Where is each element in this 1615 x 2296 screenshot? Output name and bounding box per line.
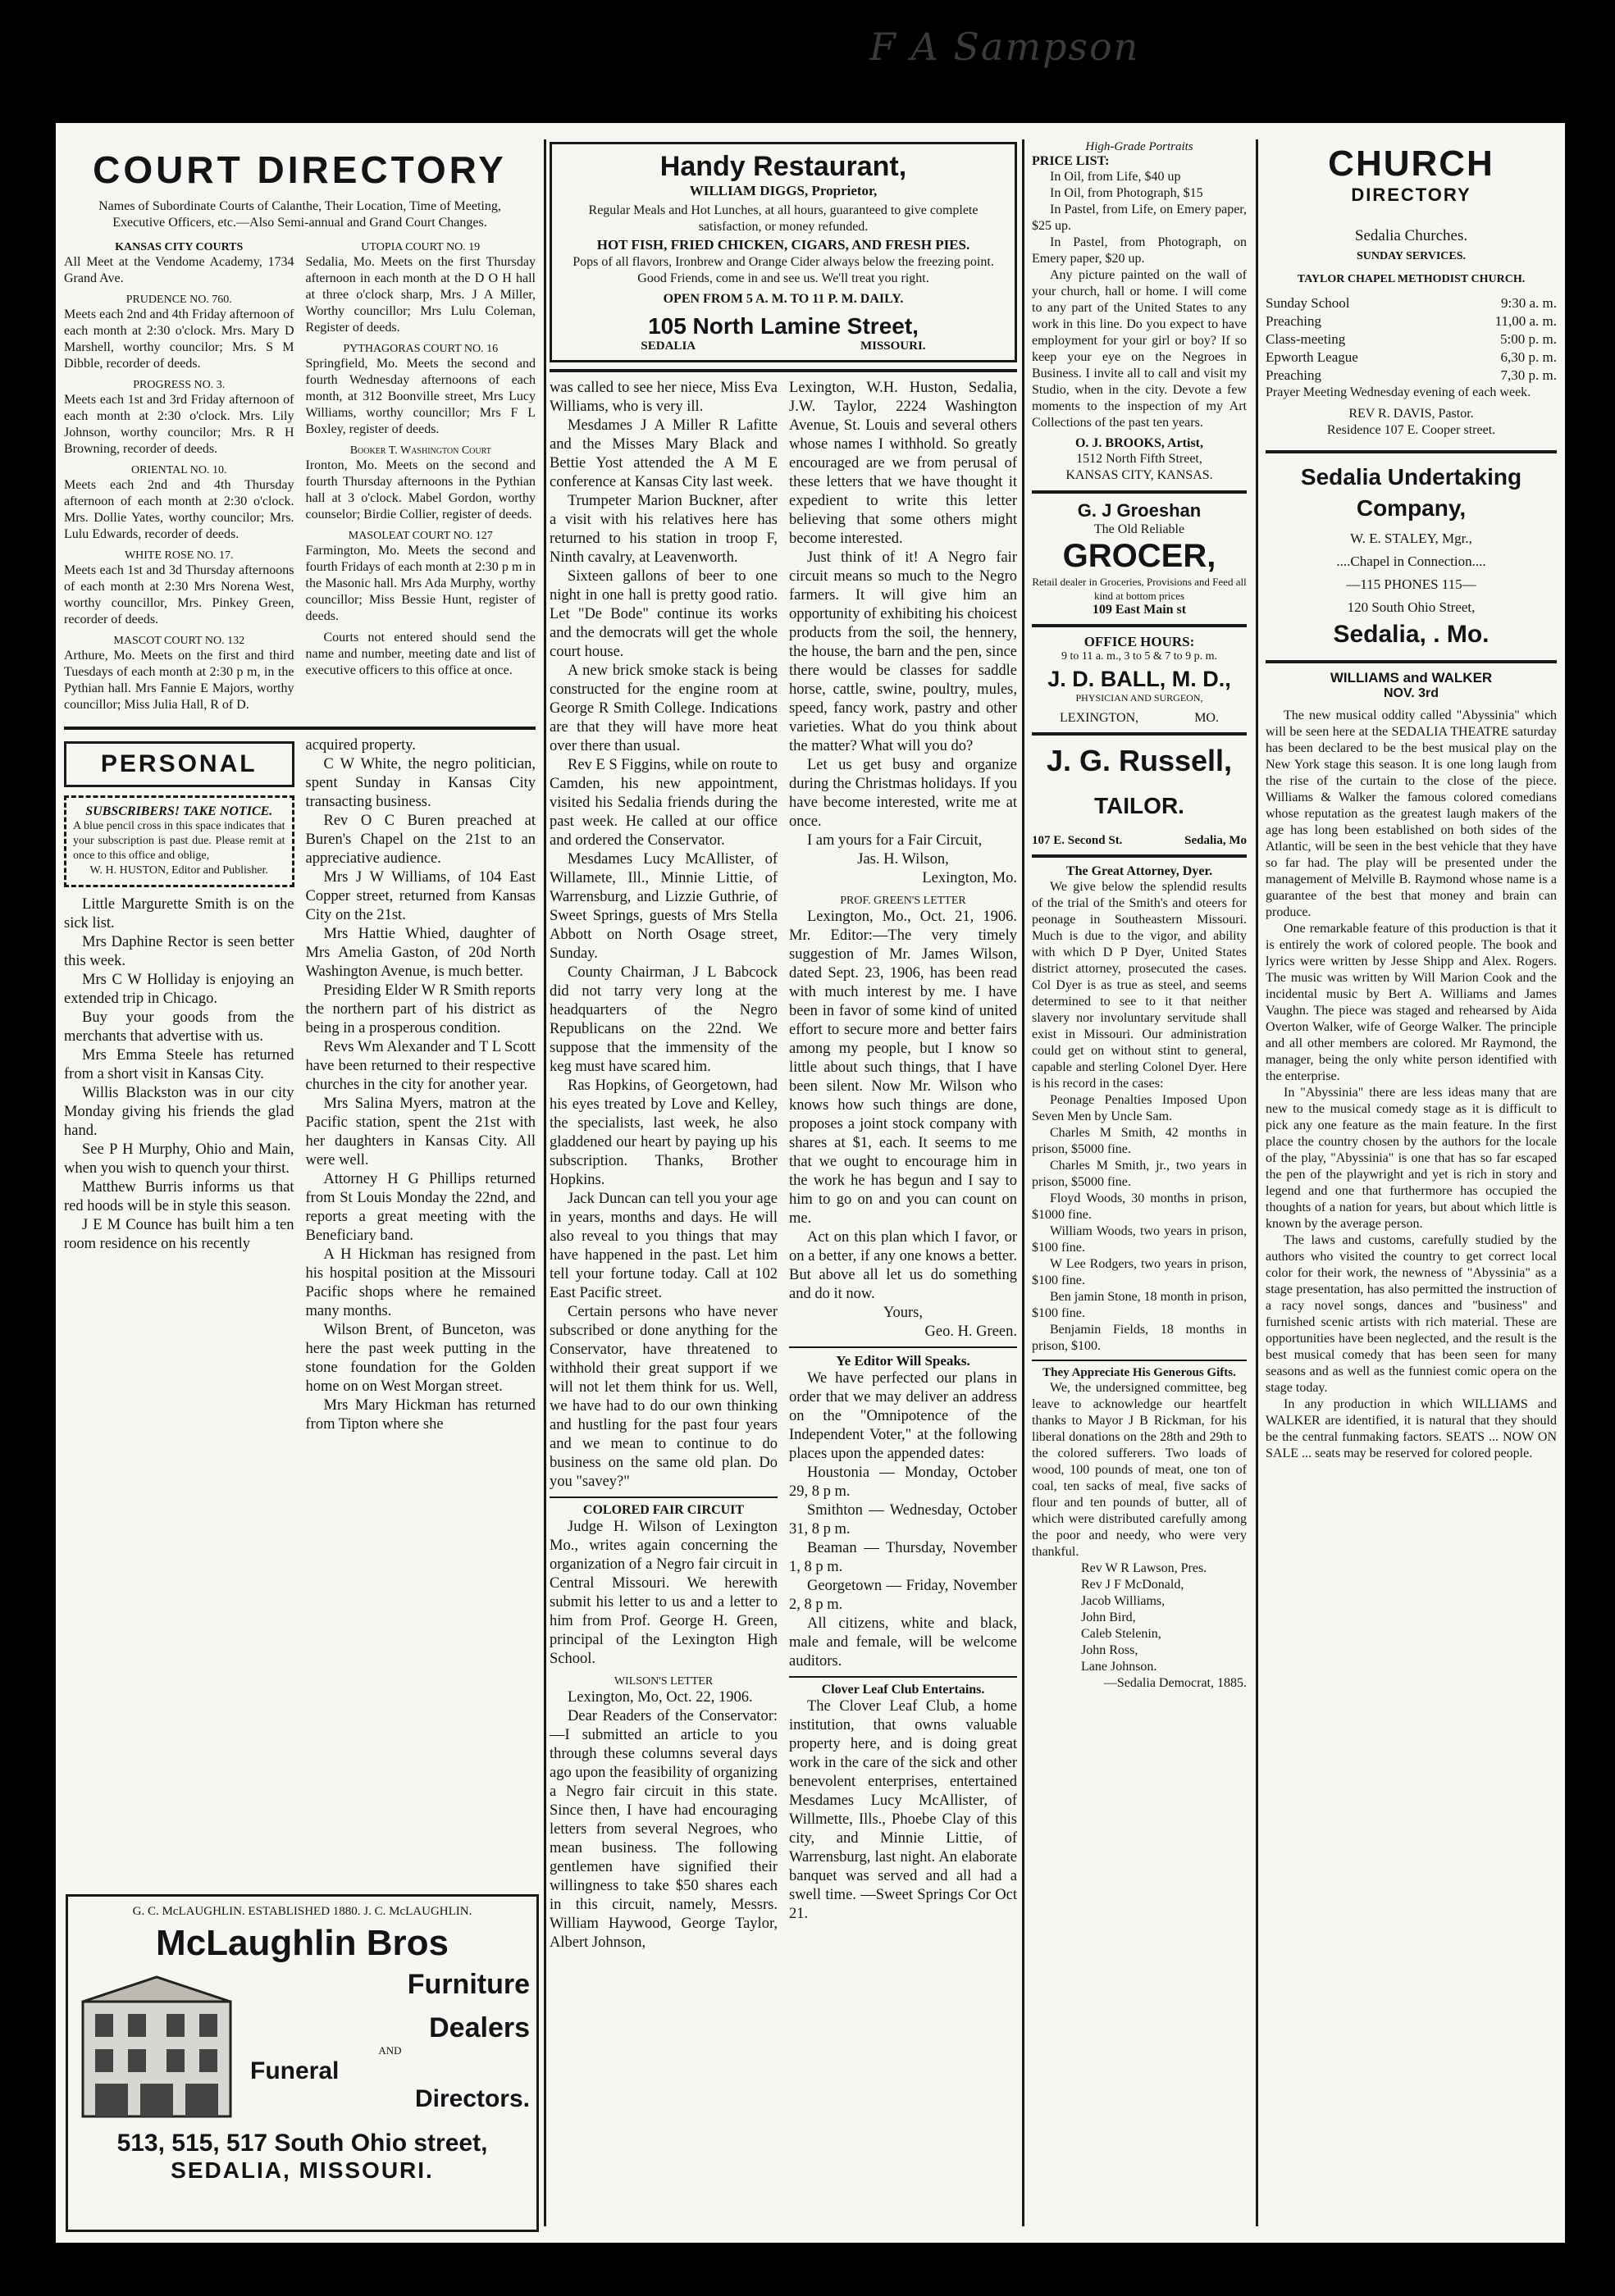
grocer-sub: The Old Reliable (1093, 522, 1185, 536)
service-name: Class-meeting (1266, 331, 1346, 347)
court-text: Ironton, Mo. Meets on the second and fourth Thursday afternoons in the Pythian hall at 3 o'clock. Mabel Gordon, worthy counselor; Birdie Collier, register of deeds. (305, 458, 536, 522)
price-list-label: PRICE LIST: (1032, 154, 1110, 168)
news-item: County Chairman, J L Babcock did not tarry very long at the headquarters of the Negro Republicans on the 22nd. We suppose that the immensity of the keg must have scared him. (550, 964, 778, 1075)
personal-item: Mrs C W Holliday is enjoying an extended trip in Chicago. (64, 972, 294, 1007)
ad-city: SEDALIA, MISSOURI. (171, 2157, 434, 2183)
penalty-item: W Lee Rodgers, two years in prison, $100 fine. (1032, 1257, 1247, 1287)
price-item: In Pastel, from Photograph, on Emery paper, $20 up. (1032, 235, 1247, 266)
price-item: In Oil, from Life, $40 up (1050, 170, 1181, 184)
gifts-head: They Appreciate His Generous Gifts. (1042, 1366, 1236, 1379)
divider (1032, 732, 1247, 736)
personal-item: C W White, the negro politician, spent Sunday in Kansas City transacting business. (305, 756, 536, 810)
court-entries-left (64, 238, 294, 713)
ad-top-line: G. C. McLAUGHLIN. ESTABLISHED 1880. J. C. McLAUGHLIN. (132, 1905, 472, 1918)
ww-head: WILLIAMS and WALKER (1330, 670, 1493, 686)
editor-close: All citizens, white and black, male and female, will be welcome auditors. (789, 1615, 1017, 1670)
ww-date: NOV. 3rd (1384, 686, 1439, 700)
building-illustration (75, 1969, 239, 2125)
court-directory-intro: Names of Subordinate Courts of Calanthe, Their Location, Time of Meeting, Executive Officers, etc.—Also Semi-annual and Grand Court Changes. (98, 199, 501, 230)
ww-paragraph: The laws and customs, carefully studied by the authors who visited the country to get correct local color for their work, the newness of "Abyssinia" as a stage presentation, has also permitted the instruction of a racy novel songs, dances and "business" and furnished scenic artists with rich material. These are opportunities have been neglected, and the result is the best musical comedy that has been seen for many seasons and as well as the funniest comic opera on the stage today. (1266, 1233, 1557, 1395)
undertaking-city: Sedalia, . Mo. (1333, 621, 1490, 648)
personal-item: Little Margurette Smith is on the sick list. (64, 896, 294, 932)
court-name: PRUDENCE NO. 760. (125, 294, 232, 306)
penalty-item: Floyd Woods, 30 months in prison, $1000 fine. (1032, 1191, 1247, 1222)
restaurant-city: SEDALIA (641, 339, 696, 353)
clover-text: The Clover Leaf Club, a home institution, that owns valuable property here, and is doing great work in the care of the sick and other benevolent enterprises, entertained Mesdames Lucy McAllister, of Willmette, Ills., Phoebe Clay of this city, and Minnie Littie, of Warrensburg, last night. An elaborate banquet was served and all had a swell time. —Sweet Springs Cor Oct 21. (789, 1698, 1017, 1922)
ad-address: 513, 515, 517 South Ohio street, (116, 2130, 488, 2157)
wilson-head: WILSON'S LETTER (614, 1675, 714, 1688)
divider (789, 1676, 1017, 1678)
ww-paragraph: One remarkable feature of this production is that it is entirely the work of colored people. The book and lyrics were written by Jesse Shipp and Alex. Rogers. The music was written by Will Marion Cook and the incidental music by Bert A. Williams and James Vaughn. The piece was staged and rehearsed by Aida Overton Walker, wife of George Walker. The principle and all other members are colored. Mr Raymond, the manager, being the only white person identified with the enterprise. (1266, 922, 1557, 1083)
court-name: MASOLEAT COURT NO. 127 (348, 530, 493, 542)
court-name: UTOPIA COURT NO. 19 (361, 241, 481, 253)
personal-item: Mrs J W Williams, of 104 East Copper street, returned from Kansas City on the 21st. (305, 869, 536, 923)
signer: Jacob Williams, (1081, 1594, 1166, 1608)
court-note: Courts not entered should send the name and number, meeting date and list of executive officers to this office at once. (305, 631, 536, 677)
restaurant-line1: Regular Meals and Hot Lunches, at all hours, guaranteed to give complete satisfaction, or money refunded. (588, 203, 979, 234)
grocer-desc: Retail dealer in Groceries, Provisions and Feed all kind at bottom prices (1032, 576, 1247, 602)
penalty-item: Charles M Smith, jr., two years in prison, $5000 fine. (1032, 1159, 1247, 1189)
service-time: 5:00 p. m. (1500, 331, 1557, 347)
ad-line5: Directors. (414, 2085, 530, 2112)
doctor-title: PHYSICIAN AND SURGEON, (1075, 692, 1203, 704)
personal-item: acquired property. (305, 737, 416, 754)
service-name: Epworth League (1266, 349, 1358, 365)
news-item: Lexington, W.H. Huston, Sedalia, J.W. Taylor, 2224 Washington Avenue, St. Louis and several others whose names I withhold. So greatly encouraged are we from perusal of these letters that we have thought it expedient to write this letter believing that some others might become interested. (789, 380, 1017, 547)
news-item: Let us get busy and organize during the Christmas holidays. If you have become interested, write me at once. (789, 757, 1017, 830)
ad-line4: Funeral (250, 2057, 340, 2084)
gifts-text: We, the undersigned committee, beg leave to acknowledge our heartfelt thanks to Mayor J B Rickman, for his liberal donations on the 28th and 29th to the colored sufferers. Two loads of wood, 100 pounds of meat, one ton of coal, ten sacks of meal, five sacks of flour and ten pounds of butter, all of which were distributed carefully among the poor and needy, who were very thankful. (1032, 1381, 1247, 1559)
court-name: WHITE ROSE NO. 17. (124, 549, 234, 562)
personal-item: Wilson Brent, of Bunceton, was here the past week putting in the stone foundation for the Golden home on on West Morgan street. (305, 1322, 536, 1395)
column-2-text (550, 379, 1017, 1952)
service-name: Preaching (1266, 313, 1321, 329)
personal-item: See P H Murphy, Ohio and Main, when you wish to quench your thirst. (64, 1141, 294, 1177)
undertaking-address: 120 South Ohio Street, (1347, 599, 1476, 615)
penalty-item: Benjamin Fields, 18 months in prison, $100. (1032, 1323, 1247, 1353)
green-sign: Geo. H. Green. (924, 1323, 1017, 1340)
personal-item: Mrs Emma Steele has returned from a short visit in Kansas City. (64, 1047, 294, 1082)
doctor-name: J. D. BALL, M. D., (1047, 667, 1231, 691)
penalty-item: William Woods, two years in prison, $100 fine. (1032, 1224, 1247, 1255)
divider (789, 1346, 1017, 1348)
court-name: PYTHAGORAS COURT NO. 16 (343, 343, 499, 355)
personal-item: Attorney H G Phillips returned from St Louis Monday the 22nd, and reports a great meeting with the Beneficiary band. (305, 1171, 536, 1244)
tailor-address: 107 E. Second St. (1032, 834, 1123, 847)
service-row (1266, 367, 1557, 385)
penalty-item: Charles M Smith, 42 months in prison, $5000 fine. (1032, 1126, 1247, 1156)
signoff: I am yours for a Fair Circuit, (807, 832, 983, 849)
portrait-text: Any picture painted on the wall of your church, hall or home. I will come to any part of the United States to any work in this line. Do you expect to have employment for your girl or boy? If so keep your eye on the Negroes in Business. I invite all to call and visit my Studio, when in the city. Devote a few moments to the inspection of my Art Collections of the past ten years. (1032, 268, 1247, 430)
service-time: 6,30 p. m. (1500, 349, 1557, 365)
service-time: 11,00 a. m. (1494, 313, 1557, 329)
office-hours-time: 9 to 11 a. m., 3 to 5 & 7 to 9 p. m. (1061, 650, 1218, 663)
doctor-city: LEXINGTON, (1060, 711, 1139, 725)
undertaking-chapel: ....Chapel in Connection.... (1336, 554, 1486, 569)
notice-title: SUBSCRIBERS! TAKE NOTICE. (85, 804, 273, 818)
price-item: In Pastel, from Life, on Emery paper, $25 up. (1032, 203, 1247, 233)
signer: Lane Johnson. (1081, 1660, 1157, 1674)
residence: Residence 107 E. Cooper street. (1326, 423, 1496, 437)
tailor-name: J. G. Russell, (1046, 744, 1233, 777)
court-text: Meets each 1st and 3d Thursday afternoons of each month at 2:30 Mrs Norena West, worthy councillor, Mrs. Pinkey Green, recorder of deeds. (64, 563, 294, 626)
court-text: Meets each 2nd and 4th Friday afternoon of each month at 2:30 o'clock. Mrs. Mary D Marshell, worthy councilor; Mrs. S M Dibble, recorder of deeds. (64, 308, 294, 371)
column-2 (550, 135, 1017, 2230)
column-4 (1266, 135, 1557, 2230)
news-item: Just think of it! A Negro fair circuit means so much to the Negro farmers. It will give him an opportunity of exhibiting his choicest products from the soil, the hennery, the house, the barn and the pen, since there would be classes for saddle horse, cattle, swine, poultry, mules, speed, fancy work, pastry and other varieties. What do you think about the matter? What will you do? (789, 549, 1017, 754)
date-item: Smithton — Wednesday, October 31, 8 p m. (789, 1502, 1017, 1538)
date-item: Georgetown — Friday, November 2, 8 p m. (789, 1578, 1017, 1613)
date-item: Houstonia — Monday, October 29, 8 p m. (789, 1465, 1017, 1500)
court-text: Farmington, Mo. Meets the second and fourth Fridays of each month at 2:30 p m in the Masonic hall. Mrs Ada Murphy, worthy councillor; Miss Bessie Hunt, register of deeds. (305, 544, 536, 623)
restaurant-name: Handy Restaurant, (659, 151, 907, 182)
wilson-date: Lexington, Mo, Oct. 22, 1906. (568, 1689, 753, 1706)
tailor-word: TAILOR. (1094, 793, 1184, 818)
mclaughlin-ad (66, 1894, 539, 2232)
court-name: MASCOT COURT NO. 132 (113, 635, 245, 647)
personal-title: PERSONAL (64, 741, 294, 787)
peonage-head: Peonage Penalties Imposed Upon Seven Men by Uncle Sam. (1032, 1093, 1247, 1123)
restaurant-proprietor: WILLIAM DIGGS, Proprietor, (689, 183, 878, 198)
gifts-source: —Sedalia Democrat, 1885. (1103, 1676, 1247, 1690)
dyer-text: We give below the splendid results of the trial of the Smith's and oteers for peonage in Southeastern Missouri. Much is due to the vigor, and ability with which D P Dyer, United States district attorney, prosecuted the cases. Col Dyer is as true as steel, and seems determined to see to it that neither slavery nor involuntary servitude shall exist in Missouri. Our administration could get on without stint to general, capable and sterling Colonel Dyer. Here is his record in the cases: (1032, 880, 1247, 1091)
court-directory-title: COURT DIRECTORY (93, 148, 507, 191)
wilson-text: Dear Readers of the Conservator:—I submitted an article to you through these columns several days ago upon the feasibility of organizing a Negro fair circuit in this state. Since then, I have had encouraging letters from several Negroes, who mean business. The following gentlemen have signified their willingness to take $50 shares each in this circuit, namely, Messrs. William Haywood, George Taylor, Albert Johnson, (550, 1708, 778, 1951)
signers (1032, 1560, 1247, 1675)
news-item: was called to see her niece, Miss Eva Williams, who is very ill. (550, 380, 778, 415)
signer: Rev J F McDonald, (1081, 1578, 1184, 1592)
restaurant-ad (550, 142, 1017, 362)
personal-section (64, 736, 536, 1434)
service-name: Sunday School (1266, 295, 1350, 311)
divider (1032, 1360, 1247, 1361)
court-entries (64, 238, 536, 713)
sedalia-churches: Sedalia Churches. (1354, 227, 1468, 244)
personal-item: Revs Wm Alexander and T L Scott have been returned to their respective churches in the city for another year. (305, 1039, 536, 1093)
dyer-head: The Great Attorney, Dyer. (1065, 864, 1213, 878)
signer: John Bird, (1081, 1610, 1136, 1624)
grocer-big: GROCER, (1062, 538, 1216, 574)
restaurant-address: 105 North Lamine Street, (648, 313, 919, 339)
service-row (1266, 348, 1557, 367)
fair-text: Judge H. Wilson of Lexington Mo., writes again concerning the organization of a Negro fair circuit in Central Missouri. We herewith submit his letter to us and a letter to him from Prof. George H. Green, principal of the Lexington High School. (550, 1519, 778, 1667)
news-item: Rev E S Figgins, while on route to Camden, his new appointment, visited his Sedalia friends during the past week. He called at our office and ordered the Conservator. (550, 757, 778, 849)
ww-paragraph: In "Abyssinia" there are less ideas many that are new to the musical comedy stage as it is difficult to pick any one feature as the main feature. In the first place the country chosen by the authors for the locale of the play, "Abyssinia" is one that has so far escaped the pen of the playwright and yet is rich in story and legend and one that furthermore has occupied the thoughts of a nation for years, but about which little is known by the average person. (1266, 1086, 1557, 1231)
personal-item: Mrs Hattie Whied, daughter of Mrs Amelia Gaston, of 20d North Washington Avenue, is much better. (305, 926, 536, 980)
news-item: Trumpeter Marion Buckner, after a visit with his relatives here has returned to his station in troop F, Ninth cavalry, at Leavenworth. (550, 493, 778, 566)
court-name: KANSAS CITY COURTS (115, 241, 244, 253)
column-2-left (550, 379, 778, 1952)
notice-text: A blue pencil cross in this space indicates that your subscription is past due. Please remit at once to this office and oblige, (73, 820, 285, 862)
date-item: Beaman — Thursday, November 1, 8 p m. (789, 1540, 1017, 1575)
signoff: Jas. H. Wilson, (857, 851, 949, 868)
notice-signed: W. H. HUSTON, Editor and Publisher. (89, 864, 268, 877)
court-text: Springfield, Mo. Meets the second and fourth Wednesday afternoons of each month, at 312 Boonville street, Mrs Lucy Williams, worthy councillor; Mrs F L Boxley, register of deeds. (305, 357, 536, 436)
column-3 (1032, 135, 1247, 2230)
personal-item: Matthew Burris informs us that red hoods will be in style this season. (64, 1179, 294, 1214)
column-rule (1256, 139, 1258, 2226)
restaurant-hours: OPEN FROM 5 A. M. TO 11 P. M. DAILY. (663, 292, 904, 306)
divider (550, 369, 1017, 372)
court-text: Meets each 2nd and 4th Thursday afternoon of each month at 2:30 o'clock. Mrs. Dollie Yates, worthy councilor; Mrs. Lulu Edwards, recorder of deeds. (64, 478, 294, 541)
restaurant-state: MISSOURI. (860, 339, 926, 353)
handwritten-signature: F A Sampson (869, 25, 1140, 69)
signer: Rev W R Lawson, Pres. (1081, 1561, 1207, 1575)
green-text: Lexington, Mo., Oct. 21, 1906. Mr. Editor:—The very timely suggestion of Mr. James Wilson, dated Sept. 23, 1906, has been read with much interest by me. I have been in favor of some kind of united effort to secure more and better fairs among my people, but I know so little about such things, that I have been silent. Now Mr. Wilson who knows how such things are done, proposes a joint stock company with shares at $1, each. It seems to me that we ought to encourage him in the work he has begun and I say to him to go on and you can count on me. (789, 909, 1017, 1227)
column-2-right (789, 379, 1017, 1952)
court-name: Booker T. Washington Court (349, 444, 491, 457)
ad-line1: Furniture (407, 1969, 530, 2000)
green-head: PROF. GREEN'S LETTER (840, 895, 966, 907)
court-name: PROGRESS NO. 3. (133, 379, 226, 391)
service-name: Preaching (1266, 367, 1321, 383)
church-title: CHURCH (1328, 144, 1494, 184)
office-hours-label: OFFICE HOURS: (1084, 634, 1195, 649)
green-more: Act on this plan which I favor, or on a better, if any one knows a better. But above all let us do something and do it now. (789, 1229, 1017, 1302)
church-subtitle: DIRECTORY (1351, 184, 1471, 205)
court-text: All Meet at the Vendome Academy, 1734 Grand Ave. (64, 255, 294, 285)
personal-item: A H Hickman has resigned from his hospital position at the Missouri Pacific shops where he remained many months. (305, 1246, 536, 1319)
court-entries-right (306, 238, 536, 713)
personal-item: Rev O C Buren preached at Buren's Chapel on the 21st to an appreciative audience. (305, 813, 536, 867)
ww-paragraph: The new musical oddity called "Abyssinia" which will be seen here at the SEDALIA THEATRE saturday has been declared to be the best musical play on the New York stage this season. It is one long laugh from the rise of the curtain to the close of the piece. Williams & Walker the famous colored comedians whose reputation as the greatest laugh makers of the age has long been established on both sides of the Atlantic, will be seen in the best vehicle that they have so far had. The play will be presented under the management of Melville B. Raymond whose name is a guarantee of the best that money and brain can produce. (1266, 708, 1557, 919)
divider (550, 1496, 778, 1498)
ad-line3: AND (378, 2044, 402, 2057)
pastor: REV R. DAVIS, Pastor. (1348, 407, 1474, 421)
prayer-meeting: Prayer Meeting Wednesday evening of each week. (1266, 385, 1531, 399)
court-text: Arthure, Mo. Meets on the first and third Tuesdays of each month at 2:30 p m, in the Pythian hall. Mrs Fannie E Majors, worthy councillor; Miss Julia Hall, R of D. (64, 649, 294, 712)
news-item: Mesdames J A Miller R Lafitte and the Misses Mary Black and Bettie Yost attended the A M E conference at Kansas City last week. (550, 417, 778, 490)
personal-left (64, 736, 294, 1434)
court-name: ORIENTAL NO. 10. (130, 464, 227, 476)
news-item: A new brick smoke stack is being constructed for the engine room at George R Smith College. Indications are that they will have more heat over there than usual. (550, 663, 778, 754)
newspaper-page (56, 123, 1565, 2243)
grocer-address: 109 East Main st (1092, 603, 1187, 617)
undertaking-mgr: W. E. STALEY, Mgr., (1350, 531, 1472, 546)
divider (1032, 624, 1247, 627)
divider (1032, 490, 1247, 494)
portrait-head: High-Grade Portraits (1085, 140, 1193, 153)
news-item: Mesdames Lucy McAllister, of Willamete, Ill., Minnie Littie, of Warrensburg, and Lizzie Guthrie, of Sweet Springs, guests of Mrs Stella Abbott on North Osage street, Sunday. (550, 851, 778, 962)
personal-right (306, 736, 536, 1434)
personal-item: Mrs Mary Hickman has returned from Tipton where she (305, 1397, 536, 1433)
news-item: Certain persons who have never subscribed or done anything for the Conservator, have threatened to withhold their great support if we will not let them think for us. Well, we have had to do our own thinking and hustling for the past four years and we mean to continue to do business on the same old plan. Do you "savey?" (550, 1304, 778, 1490)
green-sign: Yours, (883, 1305, 923, 1321)
tailor-city: Sedalia, Mo (1184, 834, 1247, 847)
divider (1266, 660, 1557, 663)
ad-line2: Dealers (429, 2012, 530, 2043)
grocer-name: G. J Groeshan (1077, 500, 1202, 521)
editor-text: We have perfected our plans in order that we may deliver an address on the "Omnipotence of the Independent Voter," at the following places upon the appended dates: (789, 1370, 1017, 1462)
news-item: Jack Duncan can tell you your age in years, months and days. He will also reveal to you things that may have happened in the past. Let him tell your fortune today. Call at 102 East Pacific street. (550, 1191, 778, 1301)
personal-item: Mrs Daphine Rector is seen better this week. (64, 934, 294, 969)
personal-item: J E M Counce has built him a ten room residence on his recently (64, 1217, 294, 1252)
column-rule (1022, 139, 1024, 2226)
divider (1266, 450, 1557, 453)
doctor-state: MO. (1194, 711, 1219, 725)
subscriber-notice (64, 795, 294, 887)
chapel-name: TAYLOR CHAPEL METHODIST CHURCH. (1297, 273, 1526, 285)
personal-item: Presiding Elder W R Smith reports the northern part of his district as being in a prosperous condition. (305, 982, 536, 1036)
service-time: 7,30 p. m. (1500, 367, 1557, 383)
news-item: Ras Hopkins, of Georgetown, had his eyes treated by Love and Kelley, the specialists, last week, he also gladdened our heart by paying up his subscription. Thanks, Brother Hopkins. (550, 1077, 778, 1188)
court-text: Sedalia, Mo. Meets on the first Thursday afternoon in each month at the D O H hall at three o'clock sharp, Mrs. J A Miller, Worthy councillor; Mrs Lulu Coleman, Register of deeds. (305, 255, 536, 335)
column-rule (544, 139, 546, 2226)
editor-head: Ye Editor Will Speaks. (836, 1353, 970, 1369)
personal-item: Willis Blackston was in our city Monday giving his friends the glad hand. (64, 1085, 294, 1139)
price-item: In Oil, from Photograph, $15 (1050, 186, 1203, 200)
signoff: Lexington, Mo. (922, 870, 1017, 886)
restaurant-line2: HOT FISH, FRIED CHICKEN, CIGARS, AND FRESH PIES. (596, 237, 970, 253)
fair-title: COLORED FAIR CIRCUIT (582, 1503, 745, 1517)
ww-paragraph: In any production in which WILLIAMS and WALKER are identified, it is natural that they should be the central funmaking factors. SEATS ... NOW ON SALE ... seats may be reserved for colored people. (1266, 1397, 1557, 1460)
news-item: Sixteen gallons of beer to one night in one hall is pretty good ratio. Let "De Bode" continue its works and the democrats will get the whole court house. (550, 568, 778, 660)
undertaking-phones: —115 PHONES 115— (1346, 576, 1476, 592)
sunday-services: SUNDAY SERVICES. (1356, 250, 1467, 262)
service-row (1266, 312, 1557, 330)
personal-item: Mrs Salina Myers, matron at the Pacific station, spent the 21st with her daughters in Kansas City. All were well. (305, 1096, 536, 1168)
artist-city: KANSAS CITY, KANSAS. (1065, 468, 1213, 482)
penalty-item: Ben jamin Stone, 18 month in prison, $100 fine. (1032, 1290, 1247, 1320)
undertaking-name: Sedalia Undertaking Company, (1300, 464, 1522, 521)
artist-name: O. J. BROOKS, Artist, (1074, 436, 1203, 450)
artist-address: 1512 North Fifth Street, (1076, 452, 1202, 466)
divider (64, 727, 536, 730)
restaurant-line3: Pops of all flavors, Ironbrew and Orange Cider always below the freezing point. Good Friends, come in and see us. We'll treat you right. (573, 255, 994, 285)
ad-name: McLaughlin Bros (156, 1923, 449, 1963)
service-row (1266, 294, 1557, 312)
court-text: Meets each 1st and 3rd Friday afternoon of each month at 2:30 o'clock. Mrs. Lily Johnson, worthy councilor; Mrs. R H Browning, recorder of deeds. (64, 393, 294, 456)
signer: John Ross, (1081, 1643, 1138, 1657)
service-time: 9:30 a. m. (1501, 295, 1557, 311)
personal-item: Buy your goods from the merchants that advertise with us. (64, 1009, 294, 1045)
service-row (1266, 330, 1557, 348)
divider (1032, 854, 1247, 858)
signer: Caleb Stelenin, (1081, 1627, 1161, 1641)
clover-head: Clover Leaf Club Entertains. (821, 1683, 985, 1697)
